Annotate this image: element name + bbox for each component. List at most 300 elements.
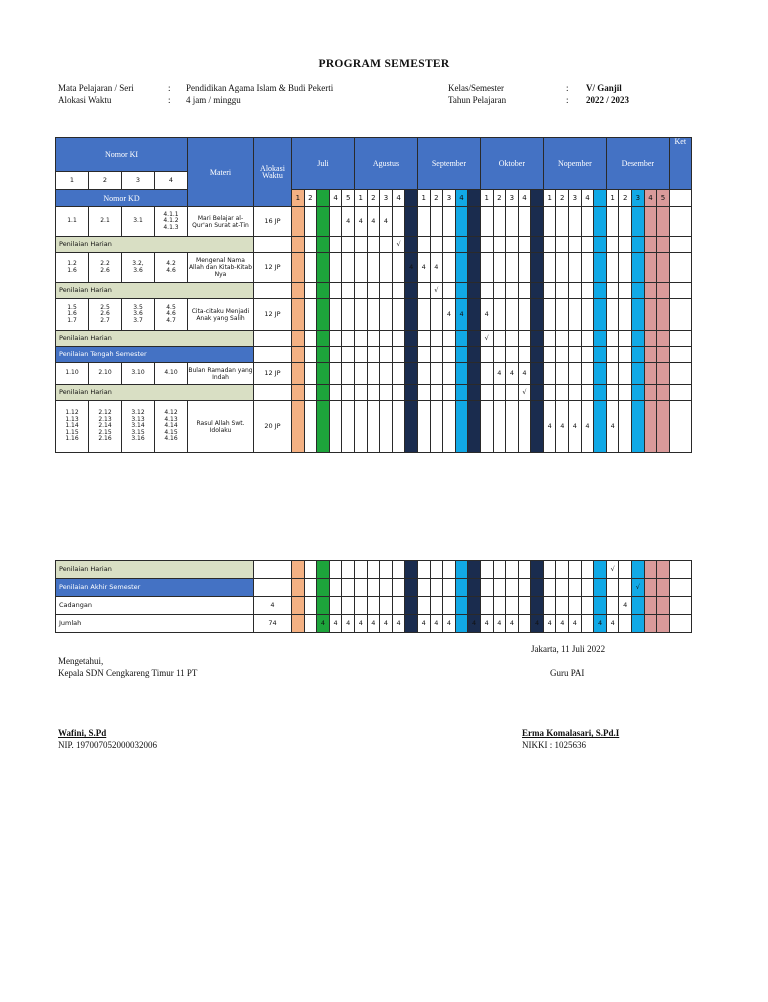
kd-number: 2.2 2.6: [89, 253, 122, 283]
materi-header: Materi: [188, 138, 254, 207]
row-week-cell: [619, 207, 632, 237]
ket-cell: [669, 615, 691, 633]
row-week-cell: [619, 253, 632, 283]
row-week-cell: [569, 253, 582, 283]
summary-week-cell: [581, 615, 594, 633]
row-week-cell: [354, 401, 367, 453]
ket-cell: [669, 331, 691, 347]
row-week-cell: [304, 283, 317, 299]
summary-week-cell: [455, 597, 468, 615]
row-week-cell: [443, 401, 456, 453]
week-number: 5: [657, 190, 670, 207]
kd-number: 4.1.1 4.1.2 4.1.3: [155, 207, 188, 237]
kd-number: 3.1: [122, 207, 155, 237]
row-week-cell: [556, 253, 569, 283]
summary-week-cell: [657, 579, 670, 597]
materi-cell: Bulan Ramadan yang Indah: [188, 363, 254, 385]
row-week-cell: [317, 283, 330, 299]
row-week-cell: [506, 401, 519, 453]
row-week-cell: [380, 347, 393, 363]
ket-cell: [669, 347, 691, 363]
week-number: [594, 190, 607, 207]
row-week-cell: [644, 363, 657, 385]
alokasi-cell: [254, 331, 292, 347]
row-week-cell: [657, 347, 670, 363]
row-week-cell: [342, 363, 355, 385]
row-week-cell: [317, 401, 330, 453]
row-week-cell: 4: [455, 299, 468, 331]
summary-week-cell: [518, 579, 531, 597]
row-week-cell: [657, 363, 670, 385]
row-week-cell: [392, 283, 405, 299]
row-week-cell: [632, 385, 645, 401]
row-week-cell: 4: [367, 207, 380, 237]
row-week-cell: 4: [342, 207, 355, 237]
row-week-cell: [556, 283, 569, 299]
summary-week-cell: [468, 597, 481, 615]
row-week-cell: [443, 237, 456, 253]
kd-row: [56, 299, 692, 331]
row-week-cell: [367, 253, 380, 283]
row-week-cell: 4: [354, 207, 367, 237]
row-week-cell: [443, 331, 456, 347]
row-week-cell: [480, 401, 493, 453]
kd-row: [56, 363, 692, 385]
row-week-cell: [619, 363, 632, 385]
row-week-cell: [531, 331, 544, 347]
row-week-cell: [430, 347, 443, 363]
row-week-cell: [317, 237, 330, 253]
row-week-cell: [657, 385, 670, 401]
row-week-cell: 4: [518, 363, 531, 385]
row-week-cell: [543, 331, 556, 347]
summary-week-cell: 4: [392, 615, 405, 633]
row-week-cell: [581, 283, 594, 299]
summary-week-cell: 4: [569, 615, 582, 633]
row-week-cell: 4: [506, 363, 519, 385]
row-week-cell: [329, 283, 342, 299]
summary-week-cell: [468, 579, 481, 597]
ket-cell: [669, 190, 691, 207]
row-week-cell: [543, 207, 556, 237]
week-number: 1: [292, 190, 305, 207]
summary-week-cell: [443, 561, 456, 579]
row-week-cell: [392, 331, 405, 347]
row-week-cell: 4: [581, 401, 594, 453]
row-week-cell: [455, 283, 468, 299]
row-week-cell: [606, 207, 619, 237]
row-week-cell: [531, 363, 544, 385]
row-week-cell: [506, 385, 519, 401]
row-week-cell: [531, 207, 544, 237]
summary-week-cell: [518, 561, 531, 579]
nomor-ki-header: Nomor KI: [56, 138, 188, 172]
summary-week-cell: 4: [619, 597, 632, 615]
kd-number: 2.10: [89, 363, 122, 385]
row-week-cell: [480, 207, 493, 237]
row-week-cell: [405, 401, 418, 453]
summary-week-cell: [354, 597, 367, 615]
row-week-cell: [506, 283, 519, 299]
summary-week-cell: [644, 597, 657, 615]
materi-cell: Rasul Allah Swt. Idolaku: [188, 401, 254, 453]
week-number: 1: [543, 190, 556, 207]
row-week-cell: [380, 253, 393, 283]
summary-week-cell: [405, 561, 418, 579]
week-number: 5: [342, 190, 355, 207]
row-week-cell: [342, 237, 355, 253]
kd-number: 2.1: [89, 207, 122, 237]
row-week-cell: [606, 253, 619, 283]
row-week-cell: [380, 299, 393, 331]
ket-cell: [669, 253, 691, 283]
row-week-cell: [543, 347, 556, 363]
row-week-cell: [556, 299, 569, 331]
summary-week-cell: [594, 597, 607, 615]
row-week-cell: [468, 401, 481, 453]
row-week-cell: [644, 385, 657, 401]
row-week-cell: [594, 347, 607, 363]
row-week-cell: [430, 207, 443, 237]
summary-week-cell: [455, 615, 468, 633]
summary-week-cell: [354, 561, 367, 579]
row-week-cell: [518, 331, 531, 347]
row-week-cell: [455, 385, 468, 401]
row-week-cell: [329, 347, 342, 363]
summary-week-cell: 4: [594, 615, 607, 633]
row-week-cell: [455, 363, 468, 385]
principal-title: Kepala SDN Cengkareng Timur 11 PT: [58, 668, 198, 678]
summary-week-cell: [556, 579, 569, 597]
ket-cell: [669, 207, 691, 237]
summary-week-cell: 4: [354, 615, 367, 633]
row-week-cell: [619, 385, 632, 401]
summary-week-cell: [443, 579, 456, 597]
row-week-cell: [556, 347, 569, 363]
row-week-cell: [354, 331, 367, 347]
summary-row: [56, 597, 692, 615]
row-week-cell: [543, 283, 556, 299]
week-number: 3: [380, 190, 393, 207]
summary-week-cell: [493, 597, 506, 615]
row-week-cell: [531, 283, 544, 299]
week-number: 4: [644, 190, 657, 207]
row-week-cell: [594, 385, 607, 401]
time-label: Alokasi Waktu: [58, 95, 112, 105]
row-week-cell: [518, 299, 531, 331]
week-row: [56, 190, 692, 207]
summary-week-cell: [405, 579, 418, 597]
row-week-cell: [644, 283, 657, 299]
row-week-cell: [354, 363, 367, 385]
row-week-cell: [443, 385, 456, 401]
row-week-cell: [594, 299, 607, 331]
summary-week-cell: [392, 579, 405, 597]
summary-week-cell: [392, 561, 405, 579]
row-week-cell: [493, 207, 506, 237]
summary-week-cell: [543, 561, 556, 579]
row-week-cell: [493, 401, 506, 453]
row-week-cell: [380, 283, 393, 299]
row-week-cell: [594, 363, 607, 385]
row-week-cell: [606, 385, 619, 401]
time-colon: :: [168, 95, 171, 105]
row-week-cell: [304, 401, 317, 453]
summary-week-cell: [518, 615, 531, 633]
row-week-cell: [581, 347, 594, 363]
row-week-cell: [443, 363, 456, 385]
row-week-cell: [480, 283, 493, 299]
week-number: 4: [518, 190, 531, 207]
summary-week-cell: [342, 579, 355, 597]
summary-week-cell: [619, 615, 632, 633]
row-week-cell: [644, 207, 657, 237]
row-week-cell: [619, 401, 632, 453]
materi-cell: Mengenal Nama Allah dan Kitab-Kitab Nya: [188, 253, 254, 283]
summary-week-cell: [417, 597, 430, 615]
row-week-cell: [569, 385, 582, 401]
summary-week-cell: 4: [556, 615, 569, 633]
kd-number: 1.5 1.6 1.7: [56, 299, 89, 331]
row-week-cell: [417, 401, 430, 453]
row-week-cell: [581, 207, 594, 237]
summary-week-cell: [644, 561, 657, 579]
month-header: September: [417, 138, 480, 190]
week-number: 4: [329, 190, 342, 207]
row-week-cell: [380, 331, 393, 347]
summary-week-cell: 4: [531, 615, 544, 633]
row-week-cell: [581, 237, 594, 253]
row-week-cell: [506, 347, 519, 363]
summary-week-cell: [317, 597, 330, 615]
row-week-cell: [644, 299, 657, 331]
assessment-row: [56, 385, 692, 401]
place-date: Jakarta, 11 Juli 2022: [531, 644, 606, 654]
summary-week-cell: [569, 597, 582, 615]
assessment-row: [56, 347, 692, 363]
row-week-cell: [430, 237, 443, 253]
row-week-cell: [342, 299, 355, 331]
row-week-cell: [581, 363, 594, 385]
row-week-cell: [606, 347, 619, 363]
row-week-cell: [594, 331, 607, 347]
kd-number: 4.2 4.6: [155, 253, 188, 283]
row-week-cell: [342, 331, 355, 347]
row-week-cell: [430, 331, 443, 347]
month-header: Juli: [292, 138, 355, 190]
summary-alokasi: 4: [254, 597, 292, 615]
row-week-cell: [292, 401, 305, 453]
row-week-cell: [392, 401, 405, 453]
summary-label: Cadangan: [56, 597, 254, 615]
summary-week-cell: [304, 561, 317, 579]
row-week-cell: [304, 385, 317, 401]
week-number: 1: [354, 190, 367, 207]
summary-week-cell: 4: [380, 615, 393, 633]
week-number: [531, 190, 544, 207]
summary-week-cell: [531, 579, 544, 597]
summary-week-cell: 4: [342, 615, 355, 633]
row-week-cell: [581, 385, 594, 401]
summary-week-cell: [342, 561, 355, 579]
ket-cell: [669, 597, 691, 615]
assessment-row: [56, 283, 692, 299]
summary-week-cell: [556, 597, 569, 615]
row-week-cell: [632, 299, 645, 331]
week-number: 4: [455, 190, 468, 207]
month-header: Desember: [606, 138, 669, 190]
row-week-cell: [619, 331, 632, 347]
kd-number: 1.1: [56, 207, 89, 237]
year-label: Tahun Pelajaran: [448, 95, 507, 105]
row-week-cell: [417, 363, 430, 385]
ki-number: 1: [56, 172, 89, 190]
header-row: [56, 138, 692, 172]
row-week-cell: [292, 385, 305, 401]
alokasi-cell: [254, 347, 292, 363]
row-week-cell: [657, 237, 670, 253]
summary-week-cell: [405, 597, 418, 615]
row-week-cell: [506, 253, 519, 283]
summary-week-cell: [531, 561, 544, 579]
kd-number: 4.5 4.6 4.7: [155, 299, 188, 331]
row-week-cell: [367, 401, 380, 453]
kd-row: [56, 253, 692, 283]
row-week-cell: [506, 299, 519, 331]
alokasi-header: Alokasi Waktu: [254, 138, 292, 207]
row-week-cell: [569, 237, 582, 253]
row-week-cell: [569, 347, 582, 363]
row-week-cell: [367, 283, 380, 299]
alokasi-cell: [254, 237, 292, 253]
kd-row: [56, 207, 692, 237]
summary-week-cell: [619, 579, 632, 597]
row-week-cell: [468, 253, 481, 283]
row-week-cell: [405, 299, 418, 331]
ki-number: 4: [155, 172, 188, 190]
row-week-cell: [468, 283, 481, 299]
row-week-cell: [594, 207, 607, 237]
row-week-cell: [468, 385, 481, 401]
summary-week-cell: [569, 579, 582, 597]
row-week-cell: [405, 347, 418, 363]
alokasi-cell: 16 JP: [254, 207, 292, 237]
assessment-row: [56, 331, 692, 347]
row-week-cell: √: [430, 283, 443, 299]
row-week-cell: [354, 237, 367, 253]
row-week-cell: [619, 237, 632, 253]
row-week-cell: [581, 299, 594, 331]
row-week-cell: [657, 401, 670, 453]
row-week-cell: [644, 253, 657, 283]
summary-alokasi: [254, 579, 292, 597]
kd-number: 2.12 2.13 2.14 2.15 2.16: [89, 401, 122, 453]
alokasi-cell: 12 JP: [254, 253, 292, 283]
row-week-cell: [506, 237, 519, 253]
row-week-cell: [367, 363, 380, 385]
row-week-cell: [518, 207, 531, 237]
row-week-cell: 4: [443, 299, 456, 331]
week-number: 2: [556, 190, 569, 207]
row-week-cell: [392, 299, 405, 331]
summary-week-cell: [367, 579, 380, 597]
row-week-cell: [392, 207, 405, 237]
row-week-cell: [493, 299, 506, 331]
row-week-cell: [632, 283, 645, 299]
page-title: PROGRAM SEMESTER: [318, 58, 450, 70]
summary-week-cell: [619, 561, 632, 579]
summary-label: Penilaian Akhir Semester: [56, 579, 254, 597]
row-week-cell: [367, 299, 380, 331]
row-week-cell: [619, 299, 632, 331]
row-week-cell: [405, 283, 418, 299]
row-week-cell: [518, 283, 531, 299]
summary-week-cell: [657, 597, 670, 615]
row-week-cell: [531, 299, 544, 331]
summary-week-cell: [569, 561, 582, 579]
class-label: Kelas/Semester: [448, 83, 504, 93]
summary-week-cell: [329, 561, 342, 579]
row-week-cell: [480, 347, 493, 363]
row-week-cell: [292, 347, 305, 363]
row-week-cell: [531, 347, 544, 363]
row-week-cell: [606, 299, 619, 331]
row-week-cell: [480, 363, 493, 385]
row-week-cell: [380, 401, 393, 453]
summary-week-cell: [493, 561, 506, 579]
row-week-cell: [455, 237, 468, 253]
kd-number: 3.5 3.6 3.7: [122, 299, 155, 331]
row-week-cell: [329, 331, 342, 347]
row-week-cell: [380, 363, 393, 385]
row-week-cell: [417, 347, 430, 363]
row-week-cell: [518, 237, 531, 253]
row-week-cell: [531, 385, 544, 401]
summary-alokasi: [254, 561, 292, 579]
row-week-cell: [468, 237, 481, 253]
row-week-cell: [606, 331, 619, 347]
row-week-cell: [518, 401, 531, 453]
row-week-cell: [569, 283, 582, 299]
row-week-cell: [304, 207, 317, 237]
row-week-cell: [405, 237, 418, 253]
row-week-cell: [657, 253, 670, 283]
row-week-cell: [417, 331, 430, 347]
row-week-cell: [430, 363, 443, 385]
summary-week-cell: [506, 597, 519, 615]
week-number: 2: [493, 190, 506, 207]
summary-week-cell: [556, 561, 569, 579]
row-week-cell: [581, 331, 594, 347]
teacher-nip: NIKKI : 1025636: [522, 740, 586, 750]
month-header: Nopember: [543, 138, 606, 190]
week-number: 2: [619, 190, 632, 207]
summary-week-cell: [292, 597, 305, 615]
row-week-cell: [531, 253, 544, 283]
row-week-cell: [632, 401, 645, 453]
row-week-cell: [329, 237, 342, 253]
alokasi-cell: 12 JP: [254, 299, 292, 331]
week-number: 4: [581, 190, 594, 207]
row-week-cell: [644, 331, 657, 347]
row-week-cell: 4: [380, 207, 393, 237]
summary-week-cell: [506, 579, 519, 597]
row-week-cell: [329, 299, 342, 331]
summary-week-cell: [329, 579, 342, 597]
row-week-cell: [543, 385, 556, 401]
row-week-cell: [455, 253, 468, 283]
row-week-cell: [292, 237, 305, 253]
